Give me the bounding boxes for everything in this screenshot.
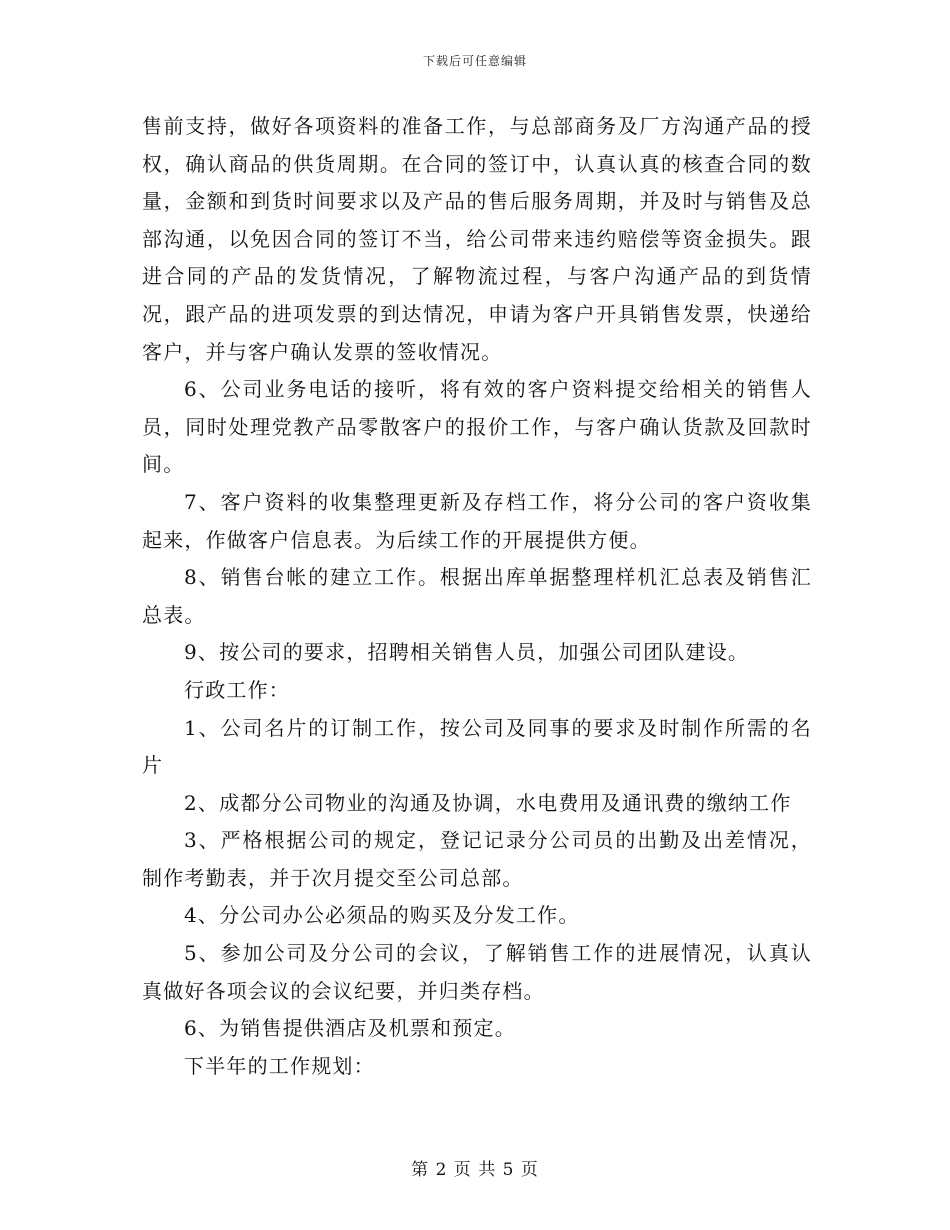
- paragraph-5: 9、按公司的要求，招聘相关销售人员，加强公司团队建设。: [184, 640, 750, 665]
- paragraph-3: 7、客户资料的收集整理更新及存档工作，将分公司的客户资收集起来，作做客户信息表。为后续工作的开展提供方便。: [142, 489, 812, 552]
- section-heading-admin: 行政工作：: [184, 677, 290, 702]
- paragraph-7: 1、公司名片的订制工作，按公司及同事的要求及时制作所需的名片: [142, 715, 812, 778]
- page-number-footer: 第 2 页 共 5 页: [411, 1160, 539, 1180]
- paragraph-1: 售前支持，做好各项资料的准备工作，与总部商务及厂方沟通产品的授权，确认商品的供货周期。在合同的签订中，认真认真的核查合同的数量，金额和到货时间要求以及产品的售后服务周期，并及时与销售及总部沟通，以免因合同的签订不当，给公司带来违约赔偿等资金损失。跟进合同的产品的发货情况，了解物流过程，与客户沟通产品的到货情况，跟产品的进项发票的到达情况，申请为客户开具销售发票，快递给客户，并与客户确认发票的签收情况。: [142, 114, 812, 364]
- paragraph-12: 6、为销售提供酒店及机票和预定。: [184, 1016, 516, 1041]
- paragraph-11: 5、参加公司及分公司的会议，了解销售工作的进展情况，认真认真做好各项会议的会议纪要，并归类存档。: [142, 941, 812, 1003]
- section-heading-plan: 下半年的工作规划：: [184, 1053, 375, 1078]
- paragraph-4: 8、销售台帐的建立工作。根据出库单据整理样机汇总表及销售汇总表。: [142, 565, 812, 627]
- paragraph-9: 3、严格根据公司的规定，登记记录分公司员的出勤及出差情况，制作考勤表，并于次月提交至公司总部。: [142, 828, 812, 890]
- page-header: 下载后可任意编辑: [422, 54, 527, 68]
- document-body: [142, 108, 812, 1085]
- paragraph-8: 2、成都分公司物业的沟通及协调，水电费用及通讯费的缴纳工作: [184, 790, 792, 815]
- paragraph-10: 4、分公司办公必须品的购买及分发工作。: [184, 903, 580, 928]
- paragraph-2: 6、公司业务电话的接听，将有效的客户资料提交给相关的销售人员，同时处理党教产品零散客户的报价工作，与客户确认货款及回款时间。: [142, 377, 812, 477]
